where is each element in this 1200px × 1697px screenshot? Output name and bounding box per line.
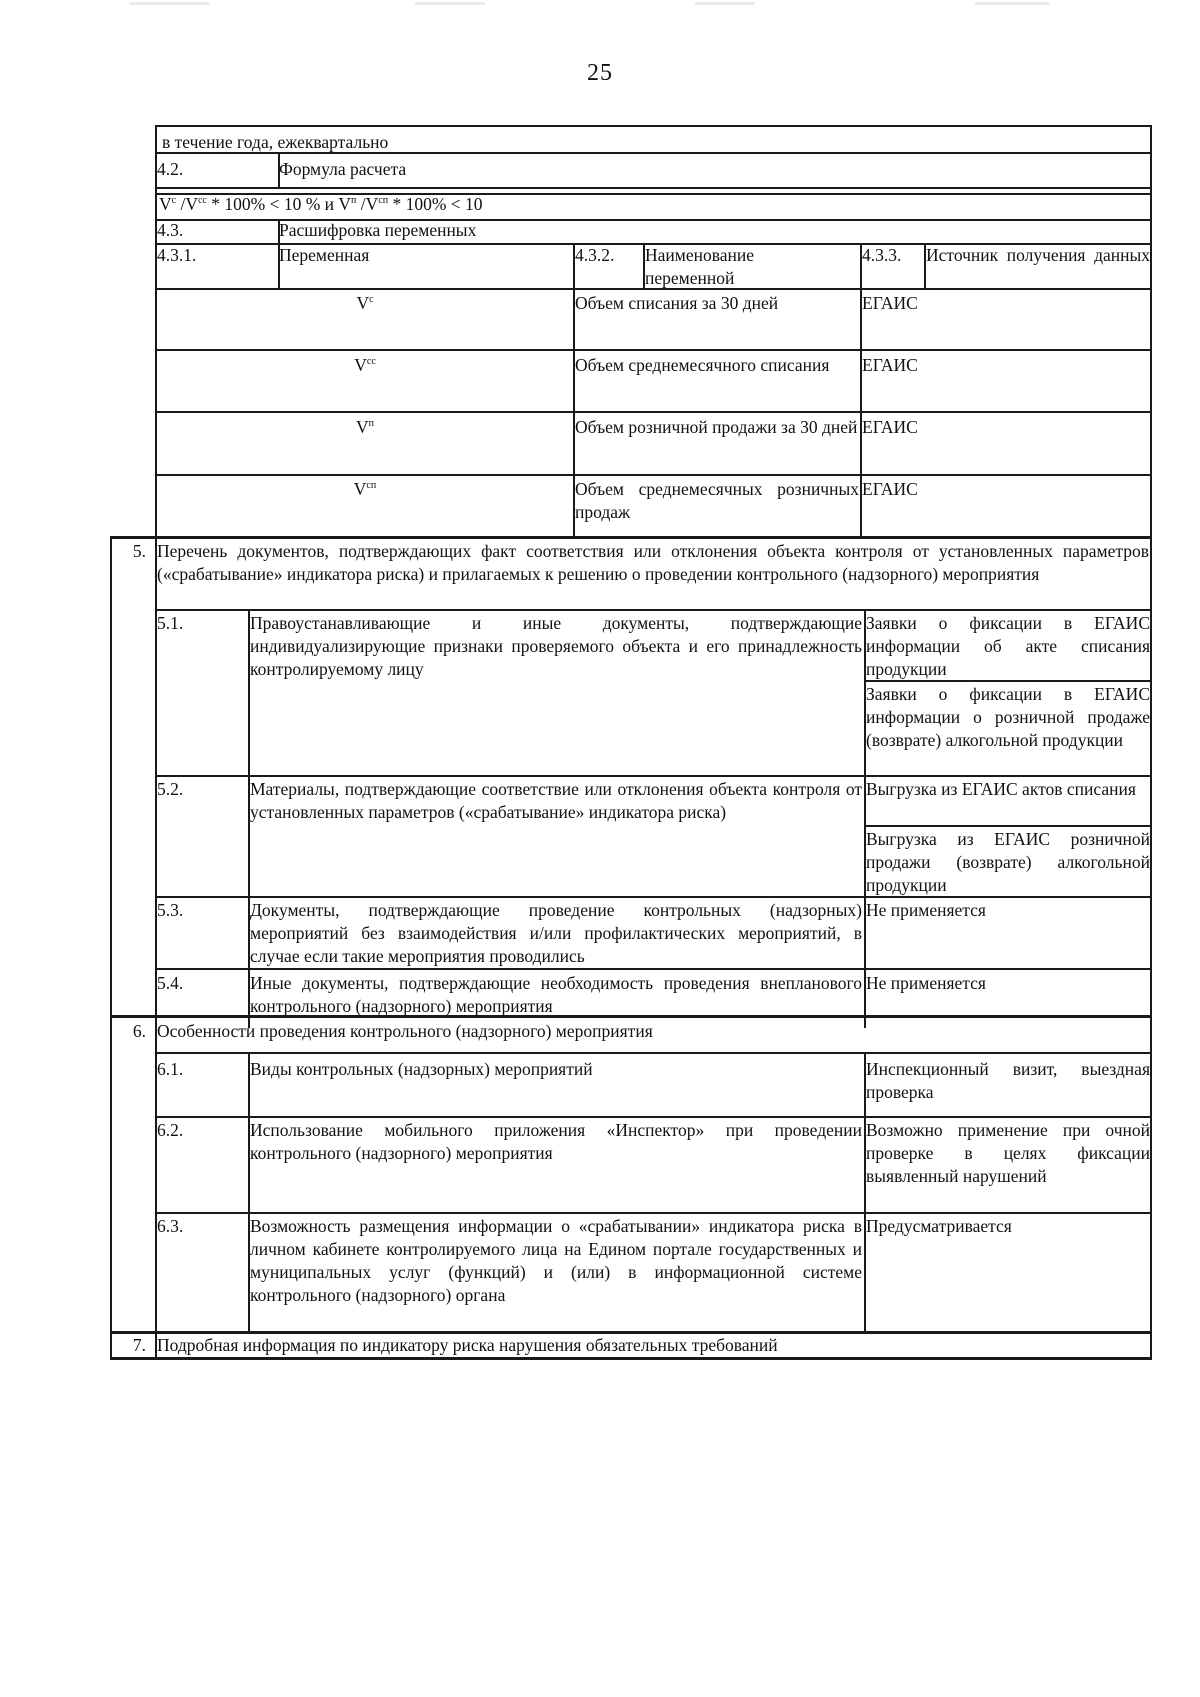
variable-symbol: $V^с$	[356, 293, 374, 313]
variable-symbol: $V^{сс}$	[354, 355, 376, 375]
variable-name: Объем среднемесячных розничных продаж	[575, 479, 859, 522]
scan-artifact	[695, 2, 755, 5]
item-evidence: Заявки о фиксации в ЕГАИС информации об акте списания продукции	[866, 613, 1150, 679]
item-text: Документы, подтверждающие проведение контрольных (надзорных) мероприятий без взаимодействия и/или профилактических мероприятий, в случае если такие мероприятия проводились	[250, 900, 862, 966]
periodicity-text: в течение года, ежеквартально	[162, 132, 389, 152]
section-title: Особенности проведения контрольного (надзорного) мероприятия	[157, 1021, 653, 1041]
formula-text: $V^с$ $/V^{сс} * 100\% < 10$ % и $V^п$ $/V^{сп} * 100\% < 10$	[159, 194, 483, 214]
column-header-variable: Переменная	[279, 245, 370, 265]
section-title: Перечень документов, подтверждающих факт соответствия или отклонения объекта контроля от установленных параметров («срабатывание» индикатора риска) и прилагаемых к решению о проведении контрольного (надзорного) мероприятия	[157, 541, 1149, 584]
variable-name: Объем розничной продажи за 30 дней	[575, 417, 858, 437]
scan-artifact	[975, 2, 1050, 5]
variable-source: ЕГАИС	[862, 479, 918, 499]
variable-source: ЕГАИС	[862, 293, 918, 313]
item-number: 4.2.	[157, 159, 184, 179]
item-number: 4.3.	[157, 220, 184, 240]
variable-symbol: $V^п$	[356, 417, 374, 437]
section-number: 7.	[132, 1335, 146, 1355]
item-number: 6.3.	[157, 1216, 184, 1236]
item-evidence: Выгрузка из ЕГАИС розничной продажи (возврате) алкогольной продукции	[866, 829, 1150, 895]
item-text: Виды контрольных (надзорных) мероприятий	[250, 1059, 593, 1079]
item-evidence: Не применяется	[866, 973, 986, 993]
item-text: Возможность размещения информации о «срабатывании» индикатора риска в личном кабинете контролируемого лица на Едином портале государственных и муниципальных услуг (функций) и (или) в информационной системе контрольного (надзорного) органа	[250, 1216, 862, 1305]
item-evidence: Возможно применение при очной проверке в целях фиксации выявленный нарушений	[866, 1120, 1150, 1186]
item-number: 5.2.	[157, 779, 184, 799]
item-number: 5.4.	[157, 973, 184, 993]
item-evidence: Выгрузка из ЕГАИС актов списания	[866, 779, 1136, 799]
item-number: 5.3.	[157, 900, 184, 920]
section-title: Подробная информация по индикатору риска нарушения обязательных требований	[157, 1335, 778, 1355]
page-number: 25	[587, 60, 613, 86]
item-evidence: Инспекционный визит, выездная проверка	[866, 1059, 1150, 1102]
item-text: Материалы, подтверждающие соответствие или отклонения объекта контроля от установленных параметров («срабатывание» индикатора риска)	[250, 779, 862, 822]
variable-source: ЕГАИС	[862, 417, 918, 437]
variables-title: Расшифровка переменных	[279, 220, 477, 240]
item-number: 4.3.3.	[862, 245, 902, 265]
item-number: 4.3.1.	[157, 245, 197, 265]
section-number: 5.	[132, 541, 146, 561]
variable-name: Объем среднемесячного списания	[575, 355, 830, 375]
variable-name: Объем списания за 30 дней	[575, 293, 779, 313]
item-text: Иные документы, подтверждающие необходимость проведения внепланового контрольного (надзорного) мероприятия	[250, 973, 862, 1016]
item-number: 6.2.	[157, 1120, 184, 1140]
item-evidence: Заявки о фиксации в ЕГАИС информации о розничной продаже (возврате) алкогольной продукции	[866, 684, 1150, 750]
item-evidence: Не применяется	[866, 900, 986, 920]
variable-symbol: $V^{сп}$	[353, 479, 377, 499]
item-number: 5.1.	[157, 613, 184, 633]
item-evidence: Предусматривается	[866, 1216, 1012, 1236]
column-header-name: Наименование переменной	[645, 245, 755, 288]
item-number: 4.3.2.	[575, 245, 615, 265]
scan-artifact	[130, 2, 210, 5]
item-text: Правоустанавливающие и иные документы, подтверждающие индивидуализирующие признаки проверяемого объекта и его принадлежность контролируемому лицу	[250, 613, 862, 679]
item-number: 6.1.	[157, 1059, 184, 1079]
section-number: 6.	[132, 1021, 146, 1041]
variable-source: ЕГАИС	[862, 355, 918, 375]
column-header-source: Источник получения данных	[926, 245, 1150, 265]
item-text: Использование мобильного приложения «Инспектор» при проведении контрольного (надзорного) мероприятия	[250, 1120, 862, 1163]
scan-artifact	[415, 2, 485, 5]
formula-title: Формула расчета	[279, 159, 407, 179]
